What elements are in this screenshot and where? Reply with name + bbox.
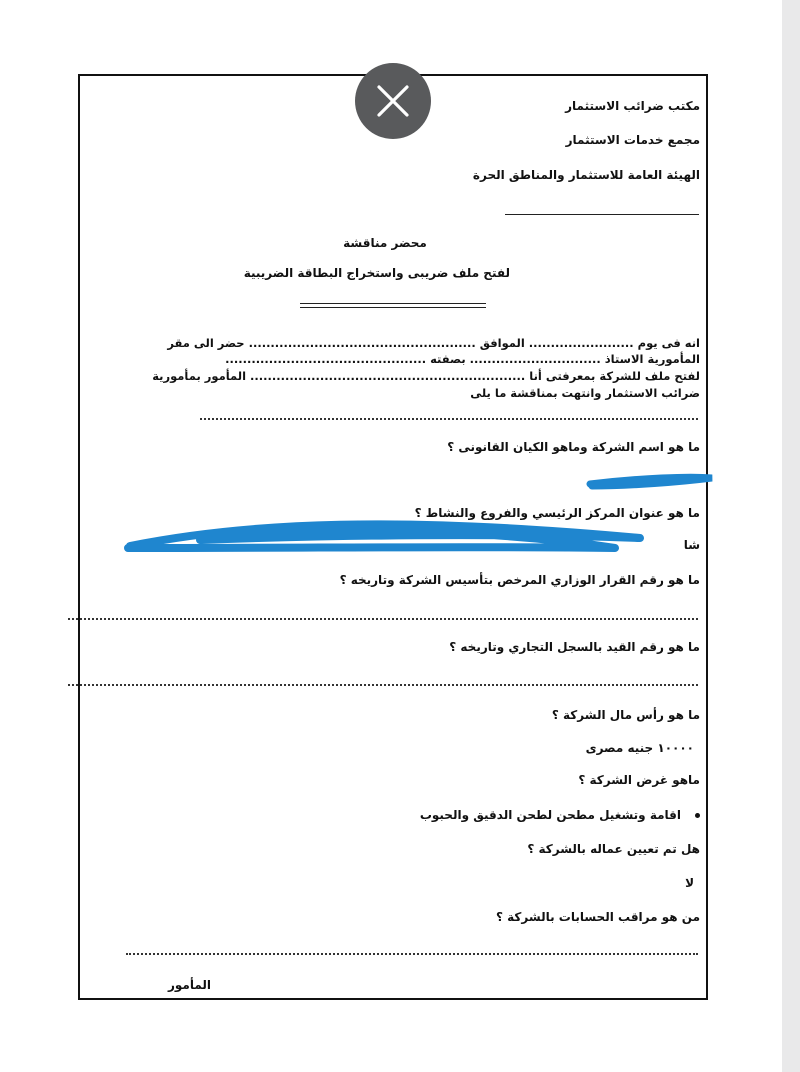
signature-label: المأمور: [168, 978, 212, 992]
question-auditor: من هو مراقب الحسابات بالشركة ؟: [496, 910, 700, 924]
answer-company-purpose: اقامة وتشغيل مطحن لطحن الدقيق والحبوب: [420, 808, 700, 822]
document-title: محضر مناقشة: [343, 236, 427, 250]
intro-row-2: المأمورية الاستاذ .............................. بصفته ..............................................: [225, 352, 700, 366]
question-ministerial-decree: ما هو رقم القرار الوزاري المرخص بتأسيس الشركة وتاريخه ؟: [339, 573, 700, 587]
answer-employees: لا: [685, 876, 694, 890]
close-overlay-button[interactable]: [355, 63, 431, 139]
answer-headquarters-partial: شا: [683, 538, 700, 552]
header-office-name: مكتب ضرائب الاستثمار: [565, 99, 700, 113]
question-company-purpose: ماهو غرض الشركة ؟: [578, 773, 700, 787]
redaction-stroke-2: [128, 524, 640, 548]
redaction-stroke-1: [590, 477, 712, 486]
intro-row-1: انه فى يوم ........................ الموافق .................................................... حضر الى مقر: [167, 336, 700, 350]
question-employees: هل تم تعيين عماله بالشركة ؟: [527, 842, 700, 856]
document-subtitle: لفتح ملف ضريبى واستخراج البطاقة الضريبية: [243, 266, 510, 280]
close-icon: [376, 84, 410, 118]
header-complex-name: مجمع خدمات الاستثمار: [565, 133, 700, 147]
question-commercial-register: ما هو رقم القيد بالسجل التجاري وتاريخه ؟: [449, 640, 700, 654]
intro-row-4: ضرائب الاستثمار وانتهت بمناقشة ما يلى: [470, 386, 700, 400]
question-company-name: ما هو اسم الشركة وماهو الكيان القانونى ؟: [447, 440, 700, 454]
question-headquarters-address: ما هو عنوان المركز الرئيسي والفروع والنشاط ؟: [414, 506, 700, 520]
intro-row-3: لفتح ملف للشركة بمعرفتى أنا ............................................................... المأمور بمأمورية: [152, 369, 700, 383]
question-capital: ما هو رأس مال الشركة ؟: [551, 708, 700, 722]
answer-capital: ١٠٠٠٠ جنيه مصرى: [585, 741, 694, 755]
header-authority-name: الهيئة العامة للاستثمار والمناطق الحرة: [472, 168, 700, 182]
